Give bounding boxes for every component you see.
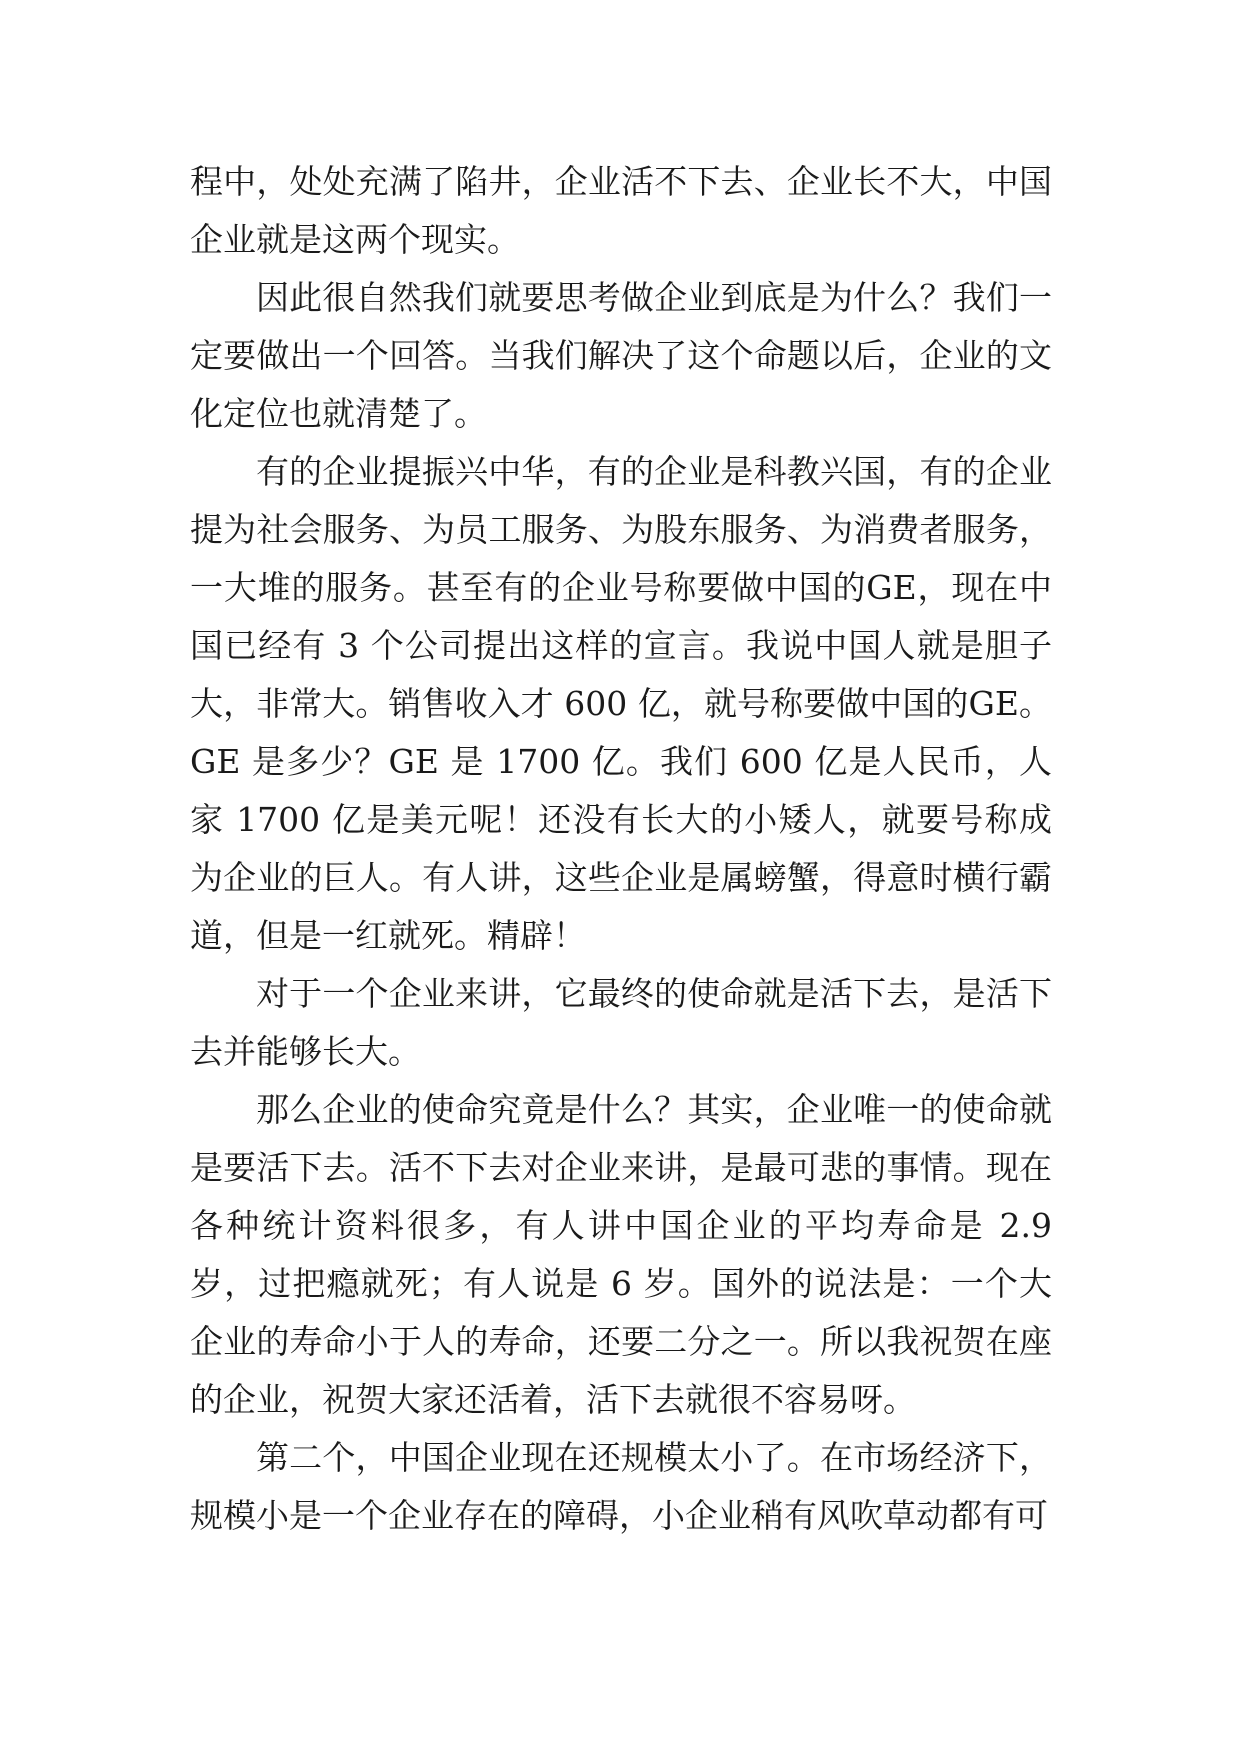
paragraph-1: 程中，处处充满了陷井，企业活不下去、企业长不大，中国企业就是这两个现实。 (190, 162, 1052, 259)
paragraph-2: 因此很自然我们就要思考做企业到底是为什么？我们一定要做出一个回答。当我们解决了这个命题以后，企业的文化定位也就清楚了。 (190, 278, 1052, 433)
paragraph-6: 第二个，中国企业现在还规模太小了。在市场经济下，规模小是一个企业存在的障碍，小企业稍有风吹草动都有可 (190, 1438, 1052, 1535)
paragraph-3: 有的企业提振兴中华，有的企业是科教兴国，有的企业提为社会服务、为员工服务、为股东服务、为消费者服务，一大堆的服务。甚至有的企业号称要做中国的GE，现在中国已经有 3 个公司提出这样的宣言。我说中国人就是胆子大，非常大。销售收入才 600 亿，就号称要做中国的GE。GE 是多少？GE 是 1700 亿。我们 600 亿是人民币，人家 1700 亿是美元呢！还没有长大的小矮人，就要号称成为企业的巨人。有人讲，这些企业是属螃蟹，得意时横行霸道，但是一红就死。精辟！ (190, 452, 1052, 955)
paragraph-5: 那么企业的使命究竟是什么？其实，企业唯一的使命就是要活下去。活不下去对企业来讲，是最可悲的事情。现在各种统计资料很多，有人讲中国企业的平均寿命是 2.9 岁，过把瘾就死；有人说是 6 岁。国外的说法是：一个大企业的寿命小于人的寿命，还要二分之一。所以我祝贺在座的企业，祝贺大家还活着，活下去就很不容易呀。 (190, 1090, 1052, 1419)
body-text (190, 153, 1052, 1545)
paragraph-4: 对于一个企业来讲，它最终的使命就是活下去，是活下去并能够长大。 (190, 974, 1052, 1071)
